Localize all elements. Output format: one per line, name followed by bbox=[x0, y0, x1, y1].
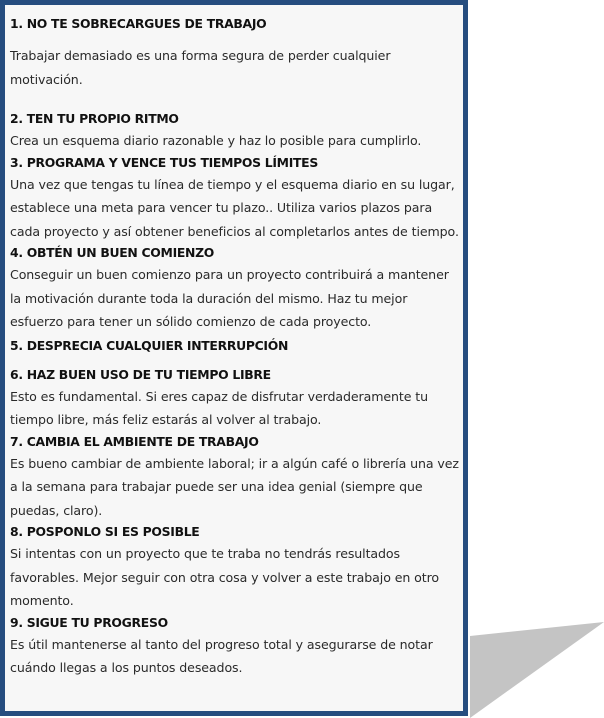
tip-7-body: Es bueno cambiar de ambiente laboral; ir a algún café o librería una vez a la semana para trabajar puede ser una idea genial (siempre que puedas, claro). bbox=[10, 455, 459, 518]
tip-4 bbox=[10, 243, 462, 334]
tip-2 bbox=[10, 109, 462, 153]
tip-8-body: Si intentas con un proyecto que te traba no tendrás resultados favorables. Mejor seguir con otra cosa y volver a este trabajo en otro momento. bbox=[10, 546, 439, 608]
tip-1-heading: 1. NO TE SOBRECARGUES DE TRABAJO bbox=[10, 16, 267, 31]
tip-3-heading: 3. PROGRAMA Y VENCE TUS TIEMPOS LÍMITES bbox=[10, 154, 318, 170]
tip-4-heading: 4. OBTÉN UN BUEN COMIENZO bbox=[10, 245, 215, 260]
tip-5-heading: 5. DESPRECIA CUALQUIER INTERRUPCIÓN bbox=[10, 337, 289, 353]
tip-7-heading: 7. CAMBIA EL AMBIENTE DE TRABAJO bbox=[10, 433, 259, 449]
tip-8-heading: 8. POSPONLO SI ES POSIBLE bbox=[10, 524, 200, 539]
tip-6 bbox=[10, 365, 462, 432]
shadow-wedge bbox=[470, 622, 604, 718]
tip-5 bbox=[10, 336, 462, 356]
tip-9 bbox=[10, 613, 462, 680]
tip-6-heading: 6. HAZ BUEN USO DE TU TIEMPO LIBRE bbox=[10, 366, 271, 382]
tip-7 bbox=[10, 432, 462, 523]
tip-2-body: Crea un esquema diario razonable y haz lo posible para cumplirlo. bbox=[10, 133, 422, 148]
tip-3-body: Una vez que tengas tu línea de tiempo y el esquema diario en su lugar, establece una meta para vencer tu plazo.. Utiliza varios plazos para cada proyecto y así obtener beneficios al completarlos antes de tiempo. bbox=[10, 176, 459, 239]
tip-9-heading: 9. SIGUE TU PROGRESO bbox=[10, 614, 168, 630]
tip-9-body: Es útil mantenerse al tanto del progreso total y asegurarse de notar cuándo llegas a los puntos deseados. bbox=[10, 636, 433, 675]
tip-8 bbox=[10, 522, 462, 613]
tips-content bbox=[5, 5, 462, 680]
tip-4-body: Conseguir un buen comienzo para un proyecto contribuirá a mantener la motivación durante toda la duración del mismo. Haz tu mejor esfuerzo para tener un sólido comienzo de cada proyecto. bbox=[10, 267, 449, 329]
tip-1 bbox=[10, 14, 462, 91]
tip-3 bbox=[10, 153, 462, 244]
tip-2-heading: 2. TEN TU PROPIO RITMO bbox=[10, 111, 179, 126]
tip-6-body: Esto es fundamental. Si eres capaz de disfrutar verdaderamente tu tiempo libre, más feliz estarás al volver al trabajo. bbox=[10, 388, 429, 427]
tip-1-body: Trabajar demasiado es una forma segura de perder cualquier motivación. bbox=[10, 48, 391, 87]
